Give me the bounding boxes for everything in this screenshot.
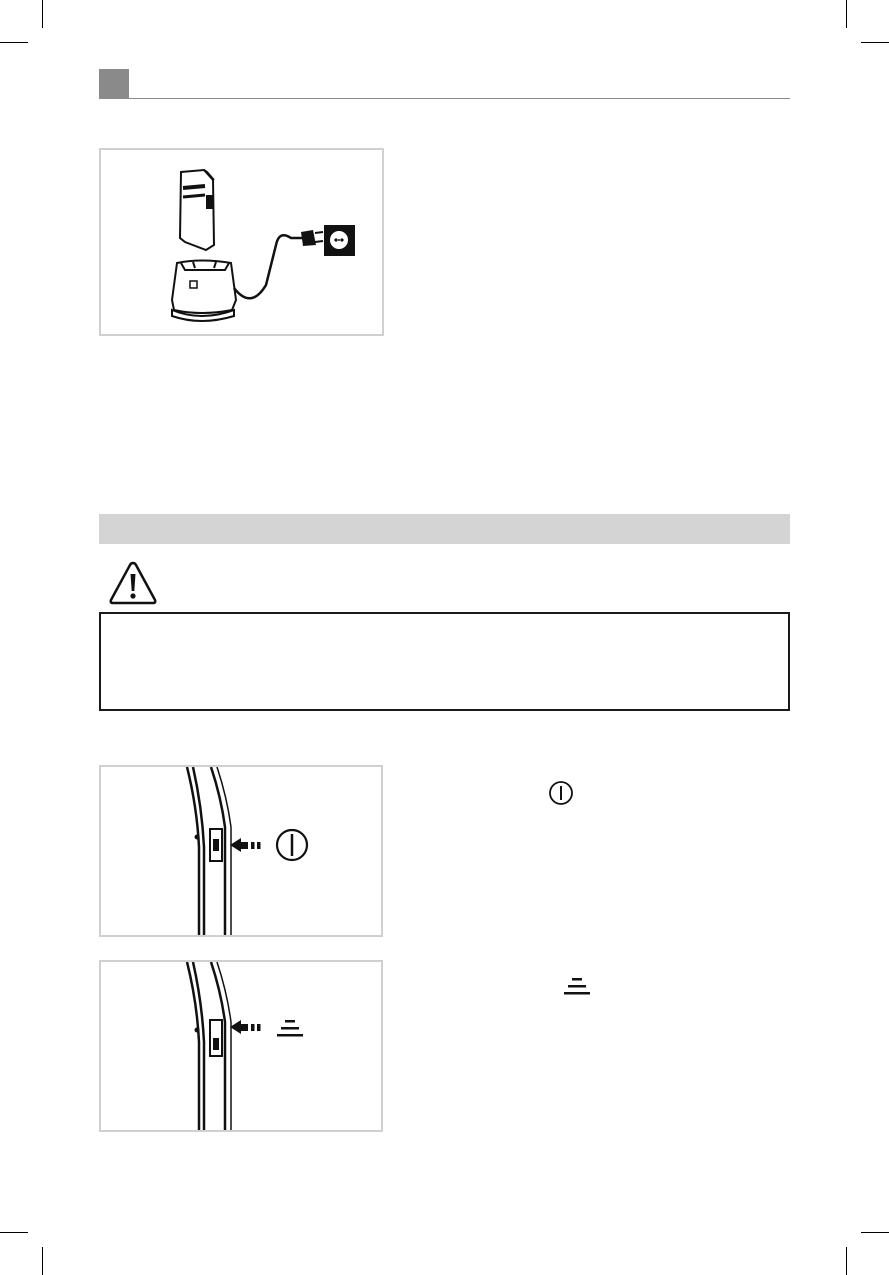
power-symbol-icon bbox=[277, 830, 307, 860]
section-marker bbox=[99, 69, 129, 99]
power-cable bbox=[234, 235, 304, 298]
crop-mark bbox=[846, 1247, 847, 1275]
wall-socket-icon bbox=[324, 225, 355, 256]
crop-mark bbox=[42, 1247, 43, 1275]
arrow-left-icon bbox=[230, 1020, 261, 1034]
warning-triangle-icon bbox=[108, 560, 158, 606]
charging-base-icon bbox=[172, 261, 236, 322]
crop-mark bbox=[0, 1232, 28, 1233]
level-symbol-icon bbox=[277, 1020, 303, 1037]
crop-mark bbox=[0, 42, 28, 43]
power-plug-icon bbox=[301, 230, 323, 246]
section-heading-bar bbox=[99, 514, 790, 544]
charging-base-illustration bbox=[99, 148, 384, 336]
section-rule bbox=[129, 98, 790, 99]
mode-switch-illustration bbox=[99, 960, 383, 1132]
level-symbol-icon bbox=[562, 975, 592, 997]
warning-box bbox=[99, 612, 790, 711]
screw-icon bbox=[195, 1028, 200, 1033]
crop-mark bbox=[861, 1232, 889, 1233]
screw-icon bbox=[195, 835, 200, 840]
power-switch-illustration bbox=[99, 765, 383, 937]
crop-mark bbox=[861, 42, 889, 43]
power-symbol-icon bbox=[548, 780, 574, 806]
arrow-left-icon bbox=[230, 838, 261, 852]
crop-mark bbox=[846, 0, 847, 28]
battery-pack-icon bbox=[180, 170, 214, 250]
crop-mark bbox=[42, 0, 43, 28]
